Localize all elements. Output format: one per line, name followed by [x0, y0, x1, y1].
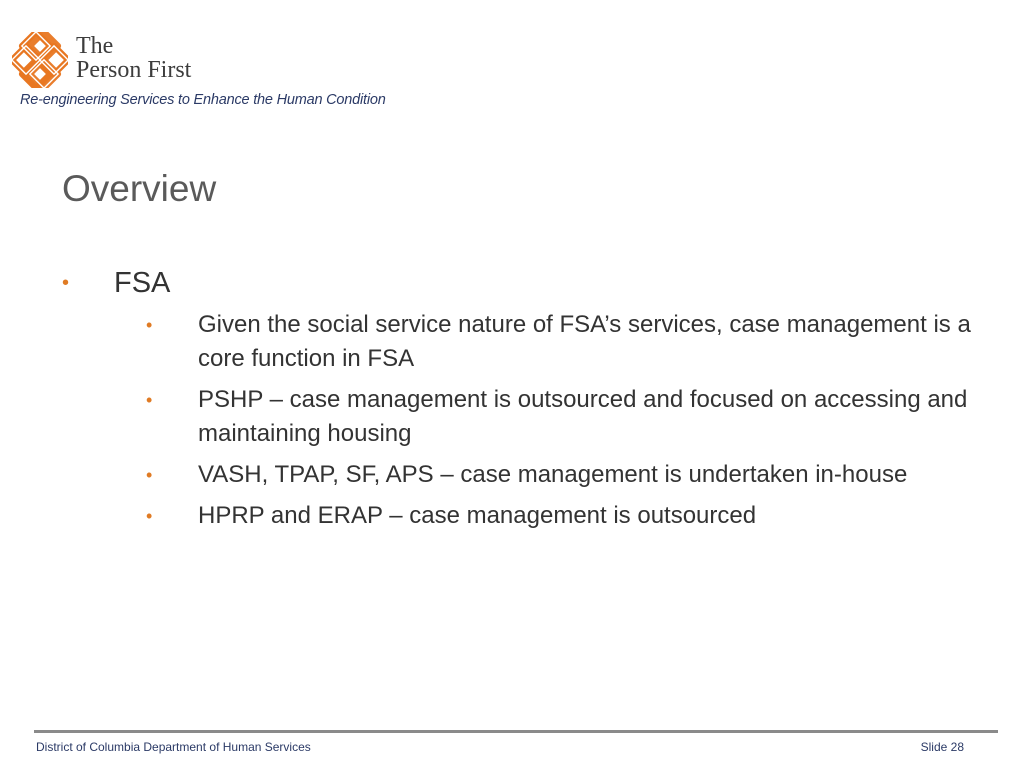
sub-bullet-text: PSHP – case management is outsourced and focused on accessing and maintaining housing	[198, 386, 968, 447]
bullet-dot-icon: •	[146, 506, 153, 526]
bullet-dot-icon: •	[146, 390, 153, 410]
sub-bullet-item	[62, 499, 972, 533]
logo	[12, 30, 432, 112]
bullet-dot-icon: •	[146, 465, 153, 485]
logo-tagline: Re-engineering Services to Enhance the Human Condition	[20, 92, 386, 108]
sub-bullet-text: HPRP and ERAP – case management is outsourced	[198, 502, 757, 529]
bullet-label: FSA	[114, 267, 171, 299]
footer-divider	[34, 730, 998, 733]
slide-content	[62, 264, 972, 540]
bullet-dot-icon: •	[146, 315, 153, 335]
sub-bullet-item	[62, 308, 972, 376]
logo-name-line2: Person First	[76, 57, 192, 83]
celtic-knot-logo-icon	[12, 32, 68, 88]
footer-organization: District of Columbia Department of Human Services	[36, 740, 311, 754]
footer-slide-number: Slide 28	[920, 740, 964, 754]
sub-bullet-item	[62, 383, 972, 451]
sub-bullet-text: VASH, TPAP, SF, APS – case management is undertaken in-house	[198, 461, 908, 488]
bullet-dot-icon: •	[62, 272, 70, 294]
sub-bullet-list	[62, 308, 972, 533]
bullet-level1	[62, 264, 972, 302]
slide-title: Overview	[62, 168, 217, 209]
sub-bullet-text: Given the social service nature of FSA’s services, case management is a core function in FSA	[198, 311, 971, 372]
logo-name	[76, 34, 191, 82]
logo-name-line1: The	[76, 33, 114, 59]
sub-bullet-item	[62, 458, 972, 492]
